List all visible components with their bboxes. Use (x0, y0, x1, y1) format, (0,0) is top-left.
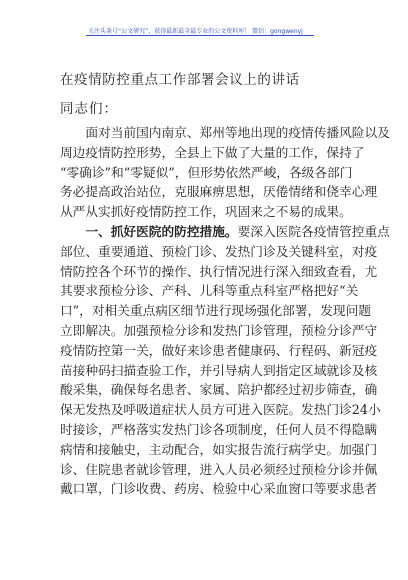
paragraph-line: 部位、重要通道、预检门诊、发热门诊及关键科室，对疫 (60, 243, 378, 259)
paragraph-line: 疫情防控第一关，做好来诊患者健康码、行程码、新冠疫 (60, 342, 378, 358)
paragraph-line: 周边疫情防控形势，全县上下做了大量的工作，保持了 (60, 144, 365, 160)
paragraph-intro (60, 123, 390, 222)
paragraph-line: 口”，对相关重点病区细节进行现场强化部署，发现问题 (60, 303, 371, 319)
paragraph-line: “零确诊”和“零疑似”，但形势依然严峻，各级各部门 (60, 164, 353, 180)
paragraph-line-text: 要深入医院各疫情管控重点 (237, 224, 390, 239)
section-heading: 一、抓好医院的防控措施。 (60, 224, 238, 239)
paragraph-line: 务必提高政治站位，克服麻痹思想，厌倦情绪和侥幸心理 (60, 184, 378, 200)
paragraph-line: 酸采集，确保每名患者、家属、陪护都经过初步筛查，确 (60, 382, 378, 398)
paragraph-line: 保无发热及呼吸道症状人员方可进入医院。发热门诊24小 (60, 402, 381, 418)
paragraph-line: 诊、住院患者就诊管理，进入人员必须经过预检分诊并佩 (60, 461, 378, 477)
paragraph-line: 病情和接触史，主动配合，如实报告流行病学史。加强门 (60, 441, 378, 457)
paragraph-line: 从严从实抓好疫情防控工作，巩固来之不易的成果。 (60, 204, 352, 220)
paragraph-first-line (60, 222, 390, 242)
paragraph-line: 其要求预检分诊、产科、儿科等重点科室严格把好“关 (60, 283, 359, 299)
paragraph-line: 面对当前国内南京、郑州等地出现的疫情传播风险以及 (60, 125, 390, 140)
header-promo-banner: 关注头条号“公文研究”，获得最新最全最专业的公文资料库！ 微信：gongwenyj (88, 28, 303, 35)
paragraph-line: 时接诊，严格落实发热门诊各项制度，任何人员不得隐瞒 (60, 421, 378, 437)
paragraph-line: 戴口罩，门诊收费、药房、检验中心采血窗口等要求患者 (60, 481, 378, 497)
document-salutation: 同志们： (60, 101, 118, 117)
paragraph-hospital-measures (60, 222, 390, 499)
document-title: 在疫情防控重点工作部署会议上的讲话 (60, 72, 300, 88)
header-divider (86, 35, 314, 36)
paragraph-line: 情防控各个环节的操作、执行情况进行深入细致查看，尤 (60, 263, 378, 279)
paragraph-line: 苗接种码扫描查验工作，并引导病人到指定区域就诊及核 (60, 362, 378, 378)
paragraph-line: 立即解决。加强预检分诊和发热门诊管理，预检分诊严守 (60, 322, 378, 338)
